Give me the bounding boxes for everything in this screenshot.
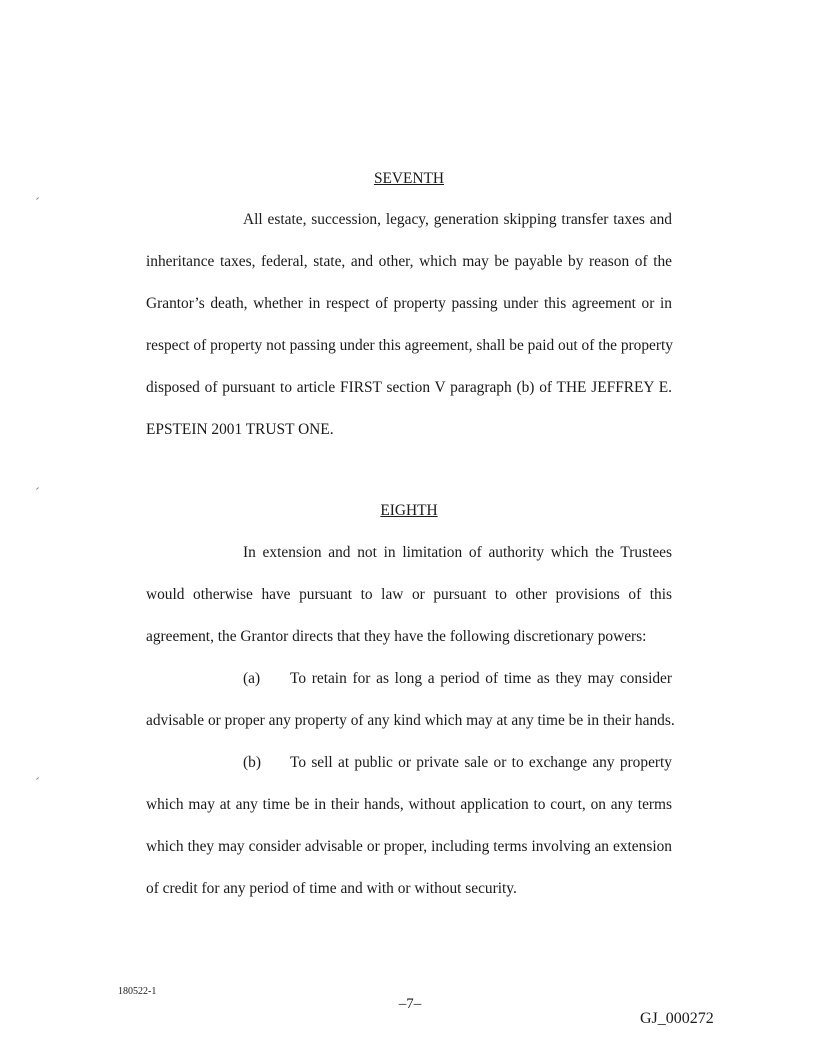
item-label: (b) — [243, 754, 261, 771]
paragraph-line: agreement, the Grantor directs that they have the following discretionary powers: — [146, 628, 647, 645]
paragraph-line: EPSTEIN 2001 TRUST ONE. — [146, 421, 334, 438]
item-text: To retain for as long a period of time as they may consider — [290, 670, 672, 687]
margin-mark — [36, 487, 39, 490]
paragraph-line: disposed of pursuant to article FIRST section V paragraph (b) of THE JEFFREY E. — [146, 379, 672, 396]
margin-mark — [36, 197, 39, 200]
paragraph-line: would otherwise have pursuant to law or pursuant to other provisions of this — [146, 586, 672, 603]
margin-mark — [36, 777, 39, 780]
paragraph-line: advisable or proper any property of any kind which may at any time be in their hands. — [146, 712, 675, 729]
document-id: GJ_000272 — [640, 1010, 714, 1027]
paragraph-line: Grantor’s death, whether in respect of property passing under this agreement or in — [146, 295, 672, 312]
item-text: To sell at public or private sale or to exchange any property — [290, 754, 672, 771]
section-heading-seventh: SEVENTH — [373, 170, 445, 187]
footer-code: 180522-1 — [118, 986, 157, 997]
page-number: –7– — [398, 996, 422, 1012]
paragraph-line: In extension and not in limitation of authority which the Trustees — [243, 544, 672, 561]
item-label: (a) — [243, 670, 261, 687]
paragraph-line: which may at any time be in their hands, without application to court, on any terms — [146, 796, 672, 813]
section-heading-eighth: EIGHTH — [380, 502, 438, 519]
paragraph-line: inheritance taxes, federal, state, and other, which may be payable by reason of the — [146, 253, 672, 270]
list-item-a — [243, 669, 672, 689]
paragraph-line: which they may consider advisable or proper, including terms involving an extension — [146, 838, 672, 855]
paragraph-line: respect of property not passing under this agreement, shall be paid out of the property — [146, 337, 673, 354]
paragraph-line: All estate, succession, legacy, generation skipping transfer taxes and — [243, 211, 672, 228]
paragraph-line: of credit for any period of time and with or without security. — [146, 880, 517, 897]
list-item-b — [243, 753, 672, 773]
